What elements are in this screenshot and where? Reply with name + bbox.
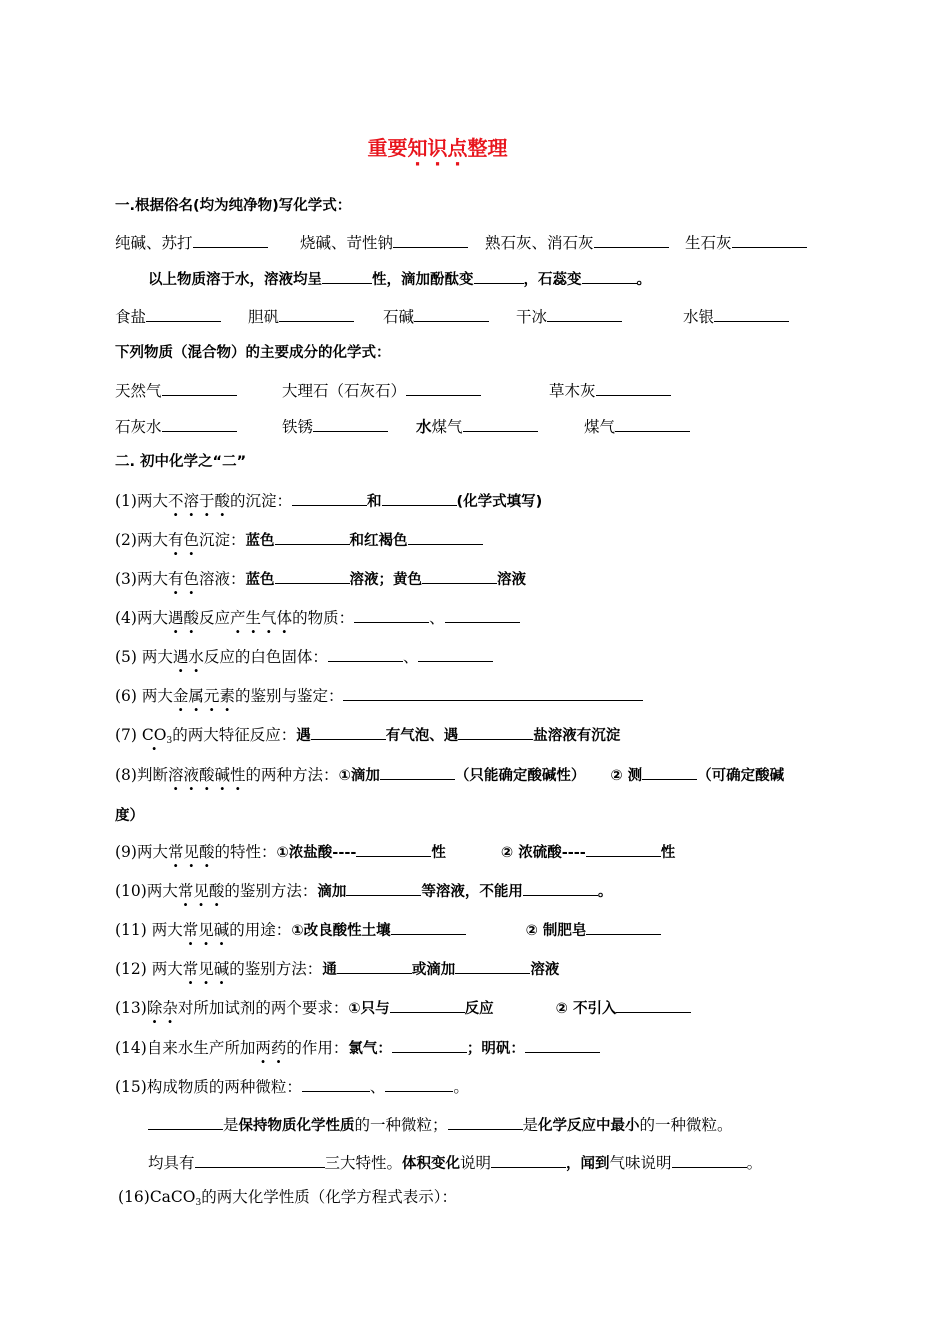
item-8-continued: 度） (115, 808, 144, 824)
answer-blank[interactable] (385, 1076, 453, 1092)
answer-blank[interactable] (354, 607, 429, 623)
answer-blank[interactable] (714, 306, 789, 322)
item-15-line-3: 均具有 三大特性。体积变化说明 ，闻到气味说明 。 (148, 1154, 763, 1172)
answer-blank[interactable] (458, 724, 533, 740)
page-title: 重要知识点整理 (367, 136, 508, 160)
item-10: (10)两大常见酸的鉴别方法：滴加 等溶液，不能用 。 (115, 882, 613, 900)
answer-blank[interactable] (594, 232, 669, 248)
mixtures-row-2: 石灰水 铁锈 水煤气 煤气 (115, 416, 690, 437)
answer-blank[interactable] (455, 958, 530, 974)
item-7: (7) CO $\cdot_3$的两大特征反应：遇 有气泡、遇 盐溶液有沉淀 (115, 724, 620, 751)
answer-blank[interactable] (279, 306, 354, 322)
item-13: (13)除杂对所加试剂的两个要求：①只与 反应 ② 不引入 (115, 997, 691, 1019)
answer-blank[interactable] (445, 607, 520, 623)
answer-blank[interactable] (406, 380, 481, 396)
item-16: (16)CaCO$_3$的两大化学性质（化学方程式表示）： (118, 1188, 457, 1208)
item-6: (6) 两大金属元素的鉴别与鉴定： (115, 685, 643, 706)
answer-blank[interactable] (474, 268, 524, 284)
answer-blank[interactable] (391, 919, 466, 935)
item-12: (12) 两大常见碱的鉴别方法：通 或滴加 溶液 (115, 960, 560, 978)
item-1: (1)两大不溶于酸的沉淀： 和 (化学式填写) (115, 492, 543, 510)
answer-blank[interactable] (380, 764, 455, 780)
answer-blank[interactable] (523, 880, 598, 896)
answer-blank[interactable] (313, 416, 388, 432)
answer-blank[interactable] (547, 306, 622, 322)
section-1-heading: 一.根据俗名(均为纯净物)写化学式： (115, 198, 352, 214)
item-14: (14)自来水生产所加两药的作用：氯气： ；明矾： (115, 1037, 600, 1059)
answer-blank[interactable] (615, 416, 690, 432)
answer-blank[interactable] (292, 490, 367, 506)
answer-blank[interactable] (195, 1152, 325, 1168)
common-names-row-1: 纯碱、苏打 烧碱、苛性钠 熟石灰、消石灰 生石灰 (115, 232, 807, 253)
item-4: (4)两大遇酸反应产生气体的物质： 、 (115, 607, 520, 628)
answer-blank[interactable] (408, 529, 483, 545)
item-9: (9)两大常见酸的特性：①浓盐酸---- 性 ② 浓硫酸---- 性 (115, 843, 676, 861)
answer-blank[interactable] (148, 1114, 223, 1130)
answer-blank[interactable] (448, 1114, 523, 1130)
answer-blank[interactable] (337, 958, 412, 974)
answer-blank[interactable] (586, 841, 661, 857)
answer-blank[interactable] (146, 306, 221, 322)
answer-blank[interactable] (162, 416, 237, 432)
answer-blank[interactable] (311, 724, 386, 740)
answer-blank[interactable] (356, 841, 431, 857)
answer-blank[interactable] (346, 880, 421, 896)
item-5: (5) 两大遇水反应的白色固体： 、 (115, 646, 493, 667)
answer-blank[interactable] (463, 416, 538, 432)
common-names-row-2: 食盐 胆矾 石碱 干冰 水银 (115, 306, 789, 327)
item-3: (3)两大有色溶液：蓝色 溶液；黄色 溶液 (115, 570, 527, 588)
answer-blank[interactable] (582, 268, 637, 284)
answer-blank[interactable] (596, 380, 671, 396)
section-2-heading: 二. 初中化学之“二” (115, 454, 247, 470)
answer-blank[interactable] (525, 1037, 600, 1053)
answer-blank[interactable] (390, 997, 465, 1013)
answer-blank[interactable] (275, 529, 350, 545)
solution-property-note: 以上物质溶于水，溶液均呈 性，滴加酚酞变 ，石蕊变 。 (148, 268, 651, 290)
item-8: (8)判断溶液酸碱性的两种方法：①滴加 （只能确定酸碱性） ② 测 （可确定酸碱 (115, 766, 785, 784)
answer-blank[interactable] (422, 568, 497, 584)
answer-blank[interactable] (343, 685, 643, 701)
item-2: (2)两大有色沉淀：蓝色 和红褐色 (115, 529, 483, 551)
mixtures-heading: 下列物质（混合物）的主要成分的化学式： (115, 345, 391, 361)
answer-blank[interactable] (322, 268, 372, 284)
item-15: (15)构成物质的两种微粒： 、 。 (115, 1078, 469, 1096)
answer-blank[interactable] (616, 997, 691, 1013)
answer-blank[interactable] (414, 306, 489, 322)
item-15-line-2: 是保持物质化学性质的一种微粒； 是化学反应中最小的一种微粒。 (148, 1114, 733, 1136)
answer-blank[interactable] (586, 919, 661, 935)
answer-blank[interactable] (393, 232, 468, 248)
item-11: (11) 两大常见碱的用途：①改良酸性土壤 ② 制肥皂 (115, 919, 661, 941)
answer-blank[interactable] (328, 646, 403, 662)
answer-blank[interactable] (162, 380, 237, 396)
answer-blank[interactable] (275, 568, 350, 584)
answer-blank[interactable] (732, 232, 807, 248)
answer-blank[interactable] (672, 1152, 747, 1168)
answer-blank[interactable] (392, 1037, 467, 1053)
answer-blank[interactable] (193, 232, 268, 248)
answer-blank[interactable] (491, 1152, 566, 1168)
answer-blank[interactable] (382, 490, 457, 506)
mixtures-row-1: 天然气 大理石（石灰石） 草木灰 (115, 380, 671, 401)
answer-blank[interactable] (418, 646, 493, 662)
answer-blank[interactable] (642, 764, 697, 780)
answer-blank[interactable] (302, 1076, 370, 1092)
